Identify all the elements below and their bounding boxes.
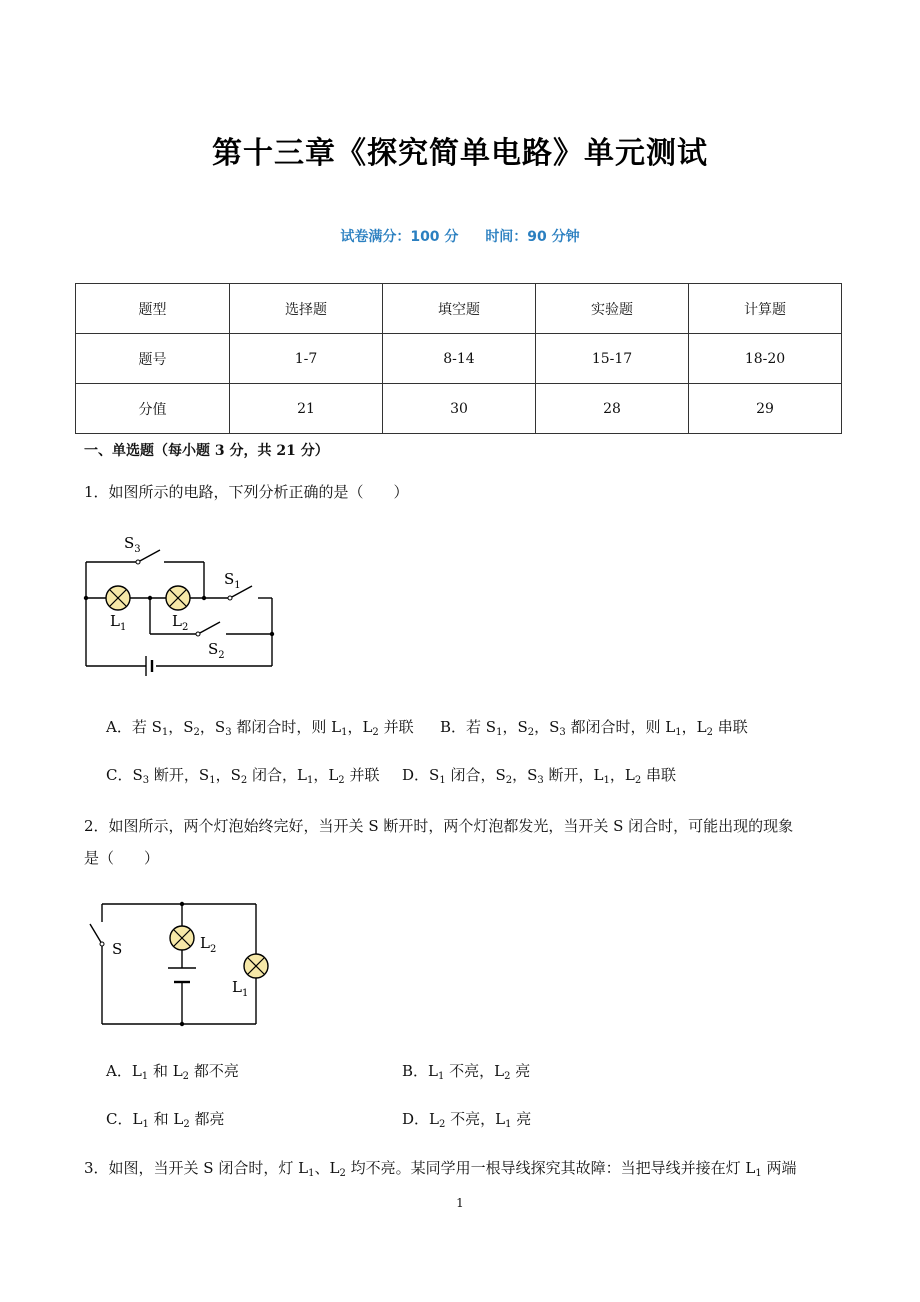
table-cell: 实验题 — [536, 284, 689, 334]
table-cell: 1-7 — [230, 334, 383, 384]
q1-option-d[interactable]: D．$S_1$ 闭合，$S_2$，$S_3$ 断开，$L_1$，$L_2$ 串联 — [402, 766, 676, 786]
switch-s1-label: $S_1$ — [224, 570, 241, 591]
table-cell: 选择题 — [230, 284, 383, 334]
table-cell: 28 — [536, 384, 689, 434]
full-score: 试卷满分：100 分 — [340, 229, 459, 245]
table-cell: 计算题 — [689, 284, 842, 334]
table-cell: 填空题 — [383, 284, 536, 334]
switch-s-label: S — [112, 940, 123, 958]
question-2-stem — [84, 810, 844, 874]
q2-option-c[interactable]: C．$L_1$ 和 $L_2$ 都亮 — [106, 1110, 225, 1130]
lamp-l2-icon — [170, 926, 194, 950]
lamp-l1-label: $L_1$ — [110, 612, 127, 633]
score-table — [75, 283, 842, 434]
table-cell: 题型 — [76, 284, 230, 334]
question-2-line-1: 2．如图所示，两个灯泡始终完好，当开关 S 断开时，两个灯泡都发光，当开关 S 闭合时，可能出现的现象 — [84, 817, 794, 835]
switch-s3-label: $S_3$ — [124, 534, 141, 555]
question-2-line-2: 是（ ） — [84, 849, 160, 867]
lamp-l2-icon — [166, 586, 190, 610]
time-limit: 时间：90 分钟 — [485, 229, 580, 245]
lamp-l1-icon — [106, 586, 130, 610]
table-row — [76, 334, 842, 384]
q1-option-a[interactable]: A．若 $S_1$，$S_2$，$S_3$ 都闭合时，则 $L_1$，$L_2$ 并联 — [106, 718, 414, 738]
q2-option-a[interactable]: A．$L_1$ 和 $L_2$ 都不亮 — [106, 1062, 239, 1082]
question-1-stem: 1．如图所示的电路，下列分析正确的是（ ） — [84, 483, 409, 501]
table-cell: 15-17 — [536, 334, 689, 384]
lamp-l1-icon — [244, 954, 268, 978]
table-row — [76, 284, 842, 334]
table-cell: 分值 — [76, 384, 230, 434]
lamp-l1-label: $L_1$ — [232, 978, 249, 999]
table-cell: 18-20 — [689, 334, 842, 384]
q1-option-c[interactable]: C．$S_3$ 断开，$S_1$，$S_2$ 闭合，$L_1$，$L_2$ 并联 — [106, 766, 380, 786]
q1-option-b[interactable]: B．若 $S_1$，$S_2$，$S_3$ 都闭合时，则 $L_1$，$L_2$ 串联 — [440, 718, 748, 738]
table-cell: 21 — [230, 384, 383, 434]
question-1-circuit-diagram — [80, 528, 280, 688]
exam-meta — [0, 226, 920, 246]
switch-s2-label: $S_2$ — [208, 640, 225, 661]
lamp-l2-label: $L_2$ — [200, 934, 217, 955]
table-cell: 30 — [383, 384, 536, 434]
page-title: 第十三章《探究简单电路》单元测试 — [212, 136, 708, 171]
lamp-l2-label: $L_2$ — [172, 612, 189, 633]
question-3-stem: 3．如图，当开关 S 闭合时，灯 $L_1$、$L_2$ 均不亮。某同学用一根导线探究其故障：当把导线并接在灯 $L_1$ 两端 — [84, 1159, 797, 1179]
table-cell: 29 — [689, 384, 842, 434]
page-number: 1 — [456, 1196, 464, 1210]
q2-option-b[interactable]: B．$L_1$ 不亮，$L_2$ 亮 — [402, 1062, 531, 1082]
table-row — [76, 384, 842, 434]
q2-option-d[interactable]: D．$L_2$ 不亮，$L_1$ 亮 — [402, 1110, 532, 1130]
question-2-circuit-diagram — [86, 890, 286, 1038]
table-cell: 题号 — [76, 334, 230, 384]
section-heading: 一、单选题（每小题 3 分，共 21 分） — [84, 443, 329, 459]
table-cell: 8-14 — [383, 334, 536, 384]
